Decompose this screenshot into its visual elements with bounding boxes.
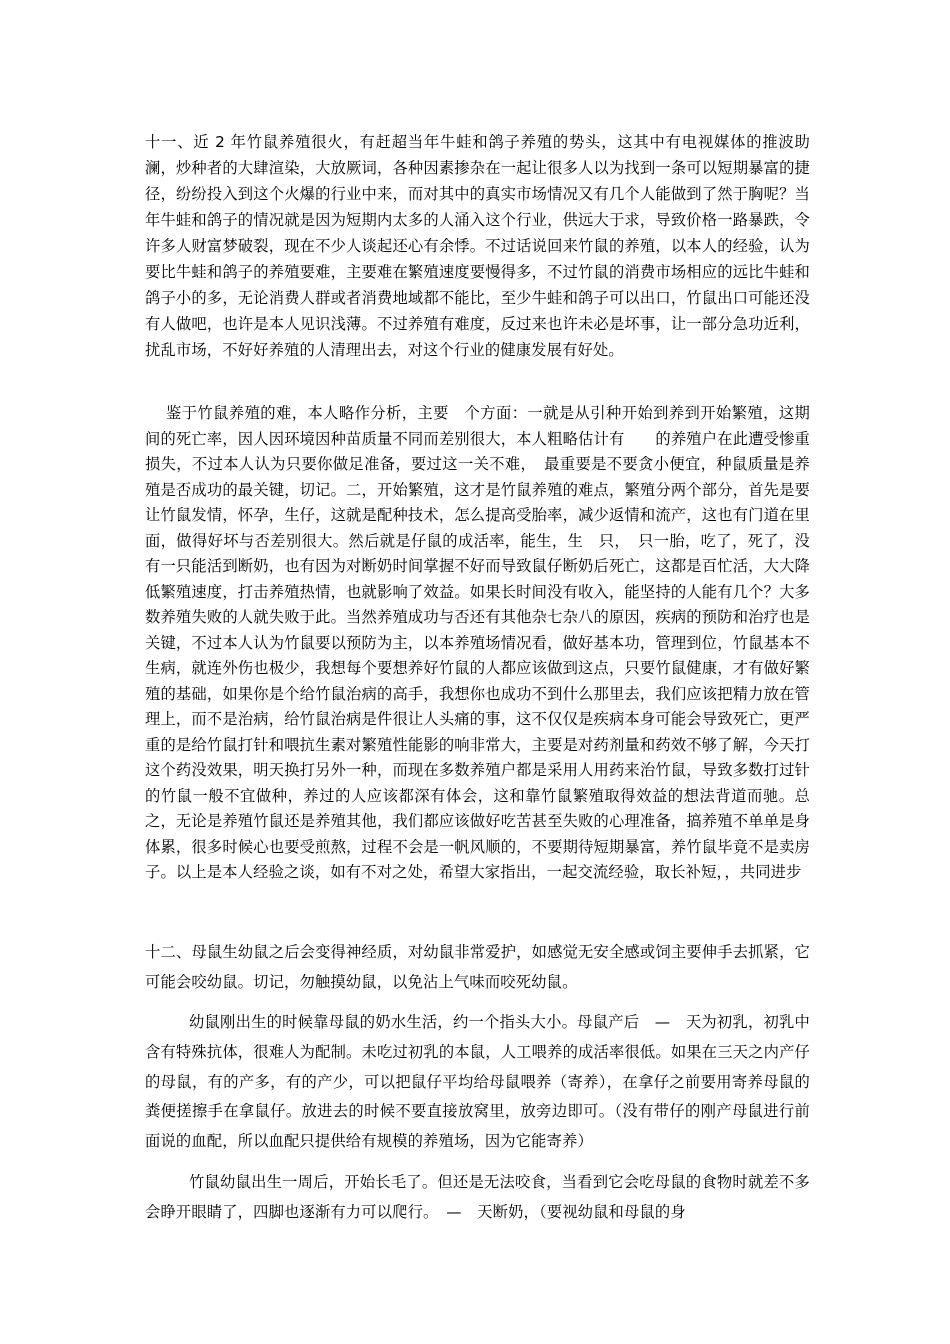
paragraph-newborn-care: 幼鼠刚出生的时候靠母鼠的奶水生活，约一个指头大小。母鼠产后 — 天为初乳，初乳中含有特殊抗体，很难人为配制。未吃过初乳的本鼠，人工喂养的成活率很低。如果在三天之内产仔的母鼠，有的产多，有的产少，可以把鼠仔平均给母鼠喂养（寄养），在拿仔之前要用寄养母鼠的粪便搓擦手在拿鼠仔。放进去的时候不要直接放窝里，放旁边即可。（没有带仔的刚产母鼠进行前面说的血配，所以血配只提供给有规模的养殖场，因为它能寄养）: [145, 1013, 810, 1151]
paragraph-weaning: 竹鼠幼鼠出生一周后，开始长毛了。但还是无法咬食，当看到它会吃母鼠的食物时就差不多会睁开眼睛了，四脚也逐渐有力可以爬行。 — 天断奶，（要视幼鼠和母鼠的身: [145, 1173, 810, 1222]
paragraph-section-12: 十二、母鼠生幼鼠之后会变得神经质，对幼鼠非常爱护，如感觉无安全感或饲主要伸手去抓紧，它可能会咬幼鼠。切记，勿触摸幼鼠，以免沾上气味而咬死幼鼠。: [145, 943, 810, 992]
paragraph-breeding-difficulty-analysis: 鉴于竹鼠养殖的难，本人略作分析，主要 个方面：一就是从引种开始到养到开始繁殖，这期间的死亡率，因人因环境因种苗质量不同而差别很大，本人粗略估计有 的养殖户在此遭受惨重损失，不过本人认为只要你做足准备，要过这一关不难， 最重要是不要贪小便宜，种鼠质量是养殖是否成功的最关键，切记。二，开始繁殖，这才是竹鼠养殖的难点，繁殖分两个部分，首先是要让竹鼠发情，怀孕，生仔，这就是配种技术，怎么提高受胎率，减少返情和流产，这也有门道在里面，做得好坏与否差别很大。然后就是仔鼠的成活率，能生，生 只， 只一胎，吃了，死了，没有一只能活到断奶，也有因为对断奶时间掌握不好而导致鼠仔断奶后死亡，这都是百忙活，大大降低繁殖速度，打击养殖热情，也就影响了效益。如果长时间没有收入，能坚持的人能有几个？大多数养殖失败的人就失败于此。当然养殖成功与否还有其他杂七杂八的原因，疾病的预防和治疗也是关键，不过本人认为竹鼠要以预防为主，以本养殖场情况看，做好基本功，管理到位，竹鼠基本不生病，就连外伤也极少，我想每个要想养好竹鼠的人都应该做到这点，只要竹鼠健康，才有做好繁殖的基础，如果你是个给竹鼠治病的高手，我想你也成功不到什么那里去，我们应该把精力放在管理上，而不是治病，给竹鼠治病是件很让人头痛的事，这不仅仅是疾病本身可能会导致死亡，更严重的是给竹鼠打针和喂抗生素对繁殖性能影的响非常大，主要是对药剂量和药效不够了解，今天打这个药没效果，明天换打另外一种，而现在多数养殖户都是采用人用药来治竹鼠，导致多数打过针的竹鼠一般不宜做种，养过的人应该都深有体会，这和靠竹鼠繁殖取得效益的想法背道而驰。总之，无论是养殖竹鼠还是养殖其他，我们都应该做好吃苦甚至失败的心理准备，搞养殖不单单是身体累，很多时候心也要受煎熬，过程不会是一帆风顺的，不要期待短期暴富，养竹鼠毕竟不是卖房子。以上是本人经验之谈，如有不对之处，希望大家指出，一起交流经验，取长补短，，共同进步: [145, 404, 810, 882]
paragraph-section-11-intro: 十一、近 2 年竹鼠养殖很火，有赶超当年牛蛙和鸽子养殖的势头，这其中有电视媒体的推波助澜，炒种者的大肆渲染，大放厥词，各种因素掺杂在一起让很多人以为找到一条可以短期暴富的捷径，纷纷投入到这个火爆的行业中来，而对其中的真实市场情况又有几个人能做到了然于胸呢？当年牛蛙和鸽子的情况就是因为短期内太多的人涌入这个行业，供远大于求，导致价格一路暴跌，令许多人财富梦破裂，现在不少人谈起还心有余悸。不过话说回来竹鼠的养殖，以本人的经验，认为要比牛蛙和鸽子的养殖要难，主要难在繁殖速度要慢得多，不过竹鼠的消费市场相应的远比牛蛙和鸽子小的多，无论消费人群或者消费地域都不能比，至少牛蛙和鸽子可以出口，竹鼠出口可能还没有人做吧，也许是本人见识浅薄。不过养殖有难度，反过来也许未必是坏事，让一部分急功近利，扰乱市场，不好好养殖的人清理出去，对这个行业的健康发展有好处。: [145, 133, 810, 360]
